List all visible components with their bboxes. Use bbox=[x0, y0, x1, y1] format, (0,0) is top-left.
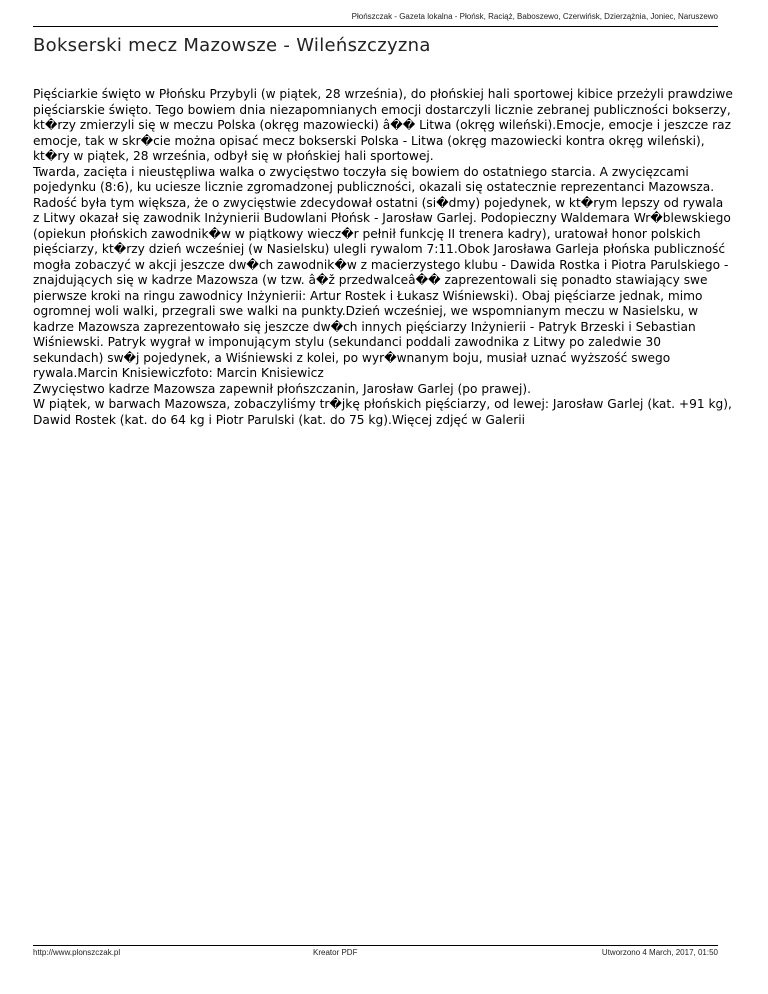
footer-url[interactable]: http://www.plonszczak.pl bbox=[33, 948, 121, 957]
footer-created: Utworzono 4 March, 2017, 01:50 bbox=[601, 948, 718, 957]
header-divider bbox=[33, 26, 718, 27]
footer-generator: Kreator PDF bbox=[313, 948, 358, 957]
footer-divider bbox=[33, 945, 718, 946]
article-body bbox=[33, 87, 733, 428]
article-paragraph: Twarda, zacięta i nieustępliwa walka o zwycięstwo toczyła się bowiem do ostatniego starcia. A zwycięzcami pojedynku (8:6), ku uciesze licznie zgromadzonej publiczności, okazali się ostatecznie reprezentanci Mazowsza. Radość była tym większa, że o zwycięstwie zdecydował ostatni (si�dmy) pojedynek, w kt�rym lepszy od rywala z Litwy okazał się zawodnik Inżynierii Budowlani Płońsk - Jarosław Garlej. Podopieczny Waldemara Wr�blewskiego (opiekun płońskich zawodnik�w w piątkowy wiecz�r pełnił funkcję II trenera kadry), uratował honor polskich pięściarzy, kt�rzy dzień wcześniej (w Nasielsku) ulegli rywalom 7:11.Obok Jarosława Garleja płońska publiczność mogła zobaczyć w akcji jeszcze dw�ch zawodnik�w z macierzystego klubu - Dawida Rostka i Piotra Parulskiego - znajdujących się w kadrze Mazowsza (w tzw. â�ž przedwalceâ�� zaprezentowali się ponadto stawiający swe pierwsze kroki na ringu zawodnicy Inżynierii: Artur Rostek i Łukasz Wiśniewski). Obaj pięściarze jednak, mimo ogromnej woli walki, przegrali swe walki na punkty.Dzień wcześniej, we wspomnianym meczu w Nasielsku, w kadrze Mazowsza zaprezentowało się jeszcze dw�ch innych pięściarzy Inżynierii - Patryk Brzeski i Sebastian Wiśniewski. Patryk wygrał w imponującym stylu (sekundanci poddali zawodnika z Litwy po zaledwie 30 sekundach) sw�j pojedynek, a Wiśniewski z kolei, po wyr�wnanym boju, musiał uznać wyższość swego rywala.Marcin Knisiewiczfoto: Marcin Knisiewicz bbox=[33, 164, 731, 380]
article-paragraph: Zwycięstwo kadrze Mazowsza zapewnił płońszczanin, Jarosław Garlej (po prawej). bbox=[33, 381, 532, 396]
article-title: Bokserski mecz Mazowsze - Wileńszczyzna bbox=[33, 35, 431, 56]
page-header: Płońszczak - Gazeta lokalna - Płońsk, Raciąż, Baboszewo, Czerwińsk, Dzierzążnia, Joniec, Naruszewo bbox=[351, 12, 718, 21]
article-paragraph: Pięściarkie święto w Płońsku Przybyli (w piątek, 28 września), do płońskiej hali sportowej kibice przeżyli prawdziwe pięściarskie święto. Tego bowiem dnia niezapomnianych emocji dostarczyli licznie zebranej publiczności bokserzy, kt�rzy zmierzyli się w meczu Polska (okręg mazowiecki) â�� Litwa (okręg wileński).Emocje, emocje i jeszcze raz emocje, tak w skr�cie można opisać mecz bokserski Polska - Litwa (okręg mazowiecki kontra okręg wileński), kt�ry w piątek, 28 września, odbył się w płońskiej hali sportowej. bbox=[33, 87, 733, 163]
article-paragraph: W piątek, w barwach Mazowsza, zobaczyliśmy tr�jkę płońskich pięściarzy, od lewej: Jarosław Garlej (kat. +91 kg), Dawid Rostek (kat. do 64 kg i Piotr Parulski (kat. do 75 kg).Więcej zdjęć w Galerii bbox=[33, 397, 732, 427]
